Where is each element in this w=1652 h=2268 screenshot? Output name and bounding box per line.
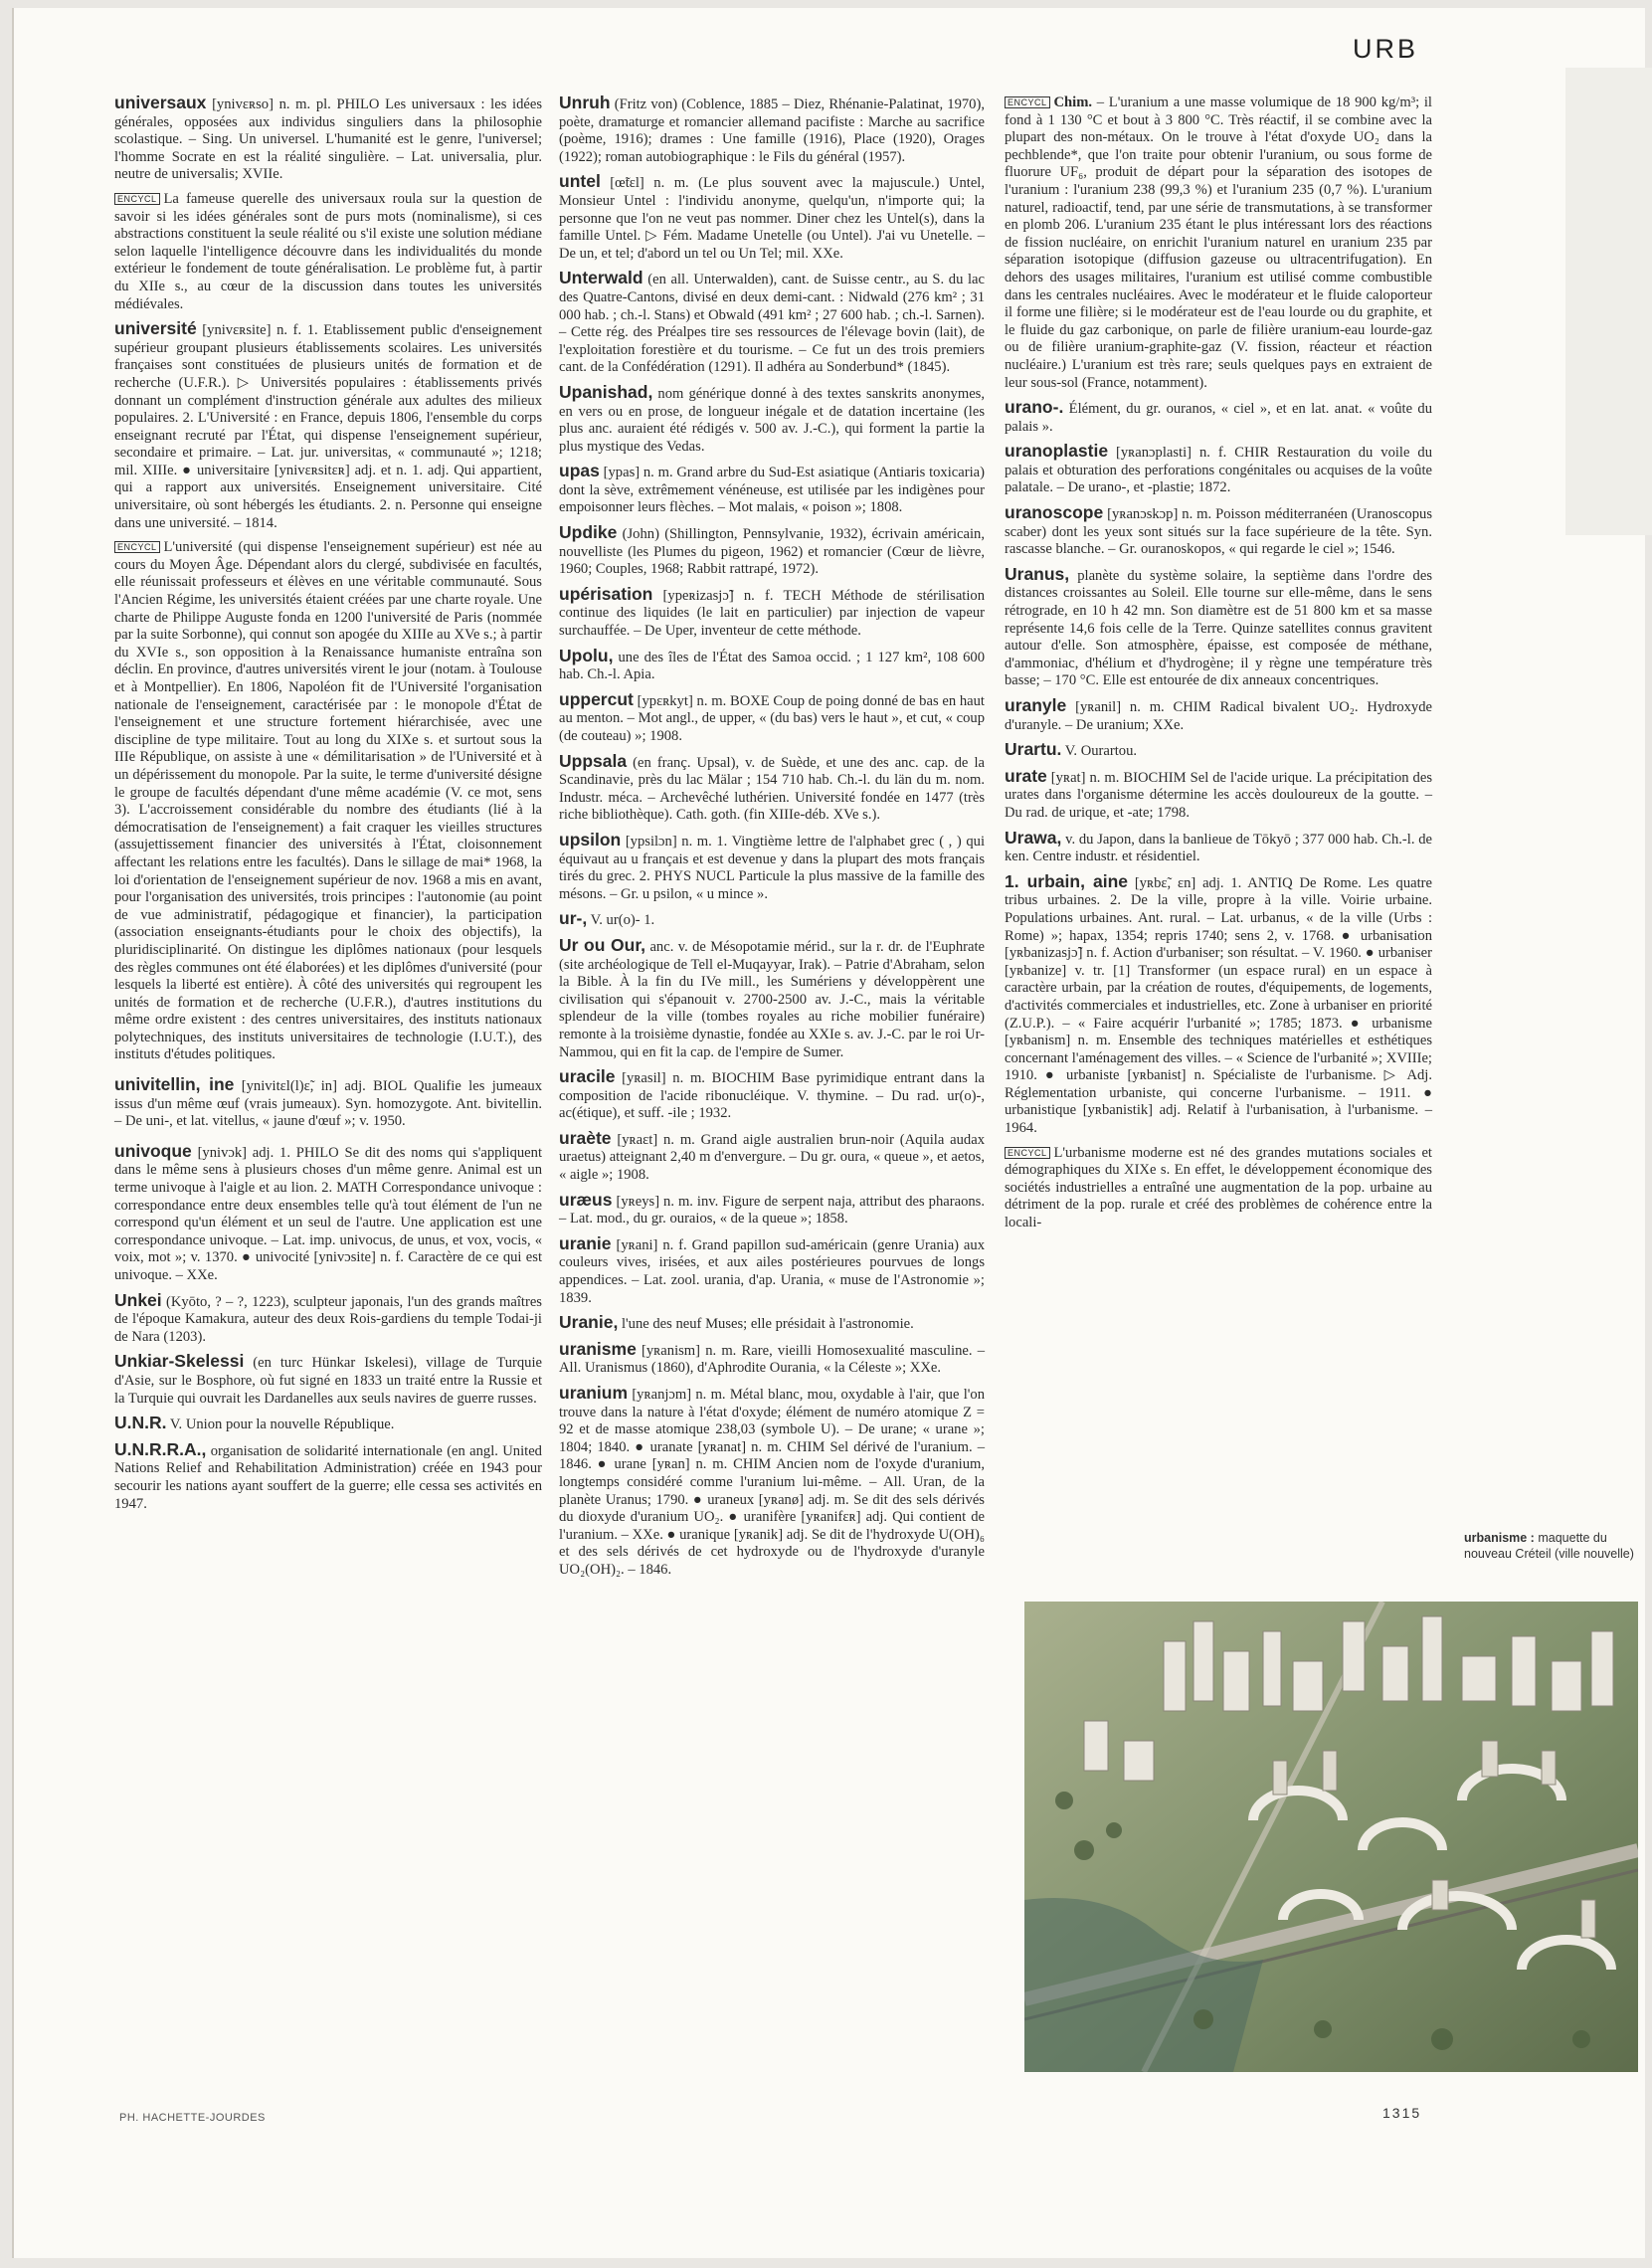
definition-text: Élément, du gr. ouranos, « ciel », et en lat. anat. « voûte du palais ». [1005, 401, 1432, 435]
dictionary-entry [114, 94, 542, 184]
dictionary-entry [114, 1415, 542, 1434]
definition-text: planète du système solaire, la septième dans l'ordre des distances croissantes au Soleil. Elle tourne sur elle-même, dans le sens rétrograde, en 10 h 42 mn. Son diamètre est de 51 800 km et sa masse représente 14,6 fois celle de la Terre. Quinze satellites connus gravitent autour d'elle. Son atmosphère, épaisse, est composée de méthane, d'ammoniac, d'hélium et d'hydrogène; il y règne une température très basse; – 170 °C. Elle est entourée de dix anneaux concentriques. [1005, 567, 1433, 689]
dictionary-entry [1005, 870, 1432, 1138]
definition-text: [yʀanism] n. m. Rare, vieilli Homosexualité masculine. – All. Uranismus (1860), d'Aphrodite Ourania, « la Céleste »; XXe. [559, 1342, 985, 1377]
definition-text: [yʀeys] n. m. inv. Figure de serpent naja, attribut des pharaons. – Lat. mod., du gr. ouraios, « de la queue »; 1858. [559, 1193, 985, 1228]
definition-text: [ynivitɛl(l)ɛ̃, in] adj. BIOL Qualifie les jumeaux issus d'un même œuf (vrais jumeaux). Syn. homozygote. Ant. bivitellin. – De uni-, et lat. vitellus, « jaune d'œuf »; v. 1950. [114, 1078, 542, 1130]
definition-text: La fameuse querelle des universaux roula sur la question de savoir si les idées générales sont de purs mots (nominalisme), si ces abstractions constituent la seule réalité ou s'il existe une solution médiane selon laquelle l'intelligence découvre dans les individualités du monde extérieur le fondement de toute généralisation. Le problème fut, à partir du XIIe s., au cœur de la discussion dans toutes les universités médiévales. [114, 190, 542, 312]
headword: Ur ou Our, [559, 934, 646, 955]
dictionary-entry [559, 829, 985, 903]
headword: Unkiar-Skelessi [114, 1351, 245, 1372]
headword: Upolu, [559, 645, 614, 665]
headword: uranyle [1005, 695, 1067, 715]
page-edge-strip [1565, 68, 1652, 535]
encyclopedic-note [1005, 1145, 1432, 1232]
encyclopedic-note [1005, 94, 1432, 392]
definition-text: [yʀanɔplasti] n. f. CHIR Restauration du voile du palais et obturation des perforations congénitales ou acquises de la voûte palatale. – De urano-, et -plastie; 1872. [1005, 445, 1432, 496]
definition-text: [ynivɛʀsite] n. f. 1. Etablissement public d'enseignement supérieur groupant plusieurs établissements scolaires. Les universités françaises sont constituées de plusieurs unités de formation et de recherche (U.F.R.). ▷ Universités populaires : établissements privés donnant un complément d'instruction générale aux adultes des milieux populaires. 2. L'Université : en France, depuis 1806, l'ensemble du corps enseignant recruté par l'État, qui dispense l'enseignement supérieur, secondaire et primaire. – Lat. jur. universitas, « communauté »; 1218; mil. XIIIe. ● universitaire [ynivɛʀsitɛʀ] adj. et n. 1. adj. Qui appartient, qui a rapport aux universités. Enseignement universitaire. Cité universitaire, où sont hébergés les étudiants. 2. n. Personne qui enseigne dans une université. – 1814. [114, 322, 542, 531]
dictionary-entry [559, 173, 985, 263]
dictionary-entry [114, 1076, 542, 1131]
definition-text: l'une des neuf Muses; elle présidait à l'astronomie. [621, 1316, 914, 1333]
definition-text: une des îles de l'État des Samoa occid. ; 1 127 km², 108 600 hab. Ch.-l. Apia. [559, 649, 985, 683]
definition-text: v. du Japon, dans la banlieue de Tōkyō ; 377 000 hab. Ch.-l. de ken. Centre industr. et résidentiel. [1005, 831, 1432, 865]
definition-text: [yʀanɔskɔp] n. m. Poisson méditerranéen (Uranoscopus scaber) dont les yeux sont situés sur la face supérieure de la tête. Syn. rascasse blanche. – Gr. ouranoskopos, « qui regarde le ciel »; 1546. [1005, 506, 1432, 558]
column-2 [559, 94, 985, 1587]
city-model-illustration [1024, 1602, 1638, 2072]
headword: upérisation [559, 583, 653, 604]
definition-text: [yʀani] n. f. Grand papillon sud-américain (genre Urania) aux couleurs vives, irisées, et aux ailes postérieures pourvues de longs appendices. – Lat. zool. urania, d'ap. Urania, « muse de l'Astronomie »; 1839. [559, 1236, 986, 1306]
dictionary-entry [1005, 443, 1432, 497]
running-head: URB [1353, 34, 1419, 64]
headword: Updike [559, 522, 618, 543]
dictionary-entry [559, 1068, 985, 1123]
headword: uranisme [559, 1338, 637, 1359]
definition-text: (John) (Shillington, Pennsylvanie, 1932), écrivain américain, nouvelliste (les Plumes du pigeon, 1962) et romancier (Cœur de lièvre, 1960; Couples, 1968; Rabbit rattrapé, 1972). [559, 526, 986, 578]
encyclopedic-note [114, 539, 542, 1064]
definition-text: [ypsilɔn] n. m. 1. Vingtième lettre de l'alphabet grec ( , ) qui équivaut au u français et est devenue y dans la plupart des mots français tirés du grec. 2. PHYS NUCL Particule la plus massive de la famille des mésons. – Gr. u psilon, « u mince ». [559, 833, 985, 902]
headword: Upanishad, [559, 381, 653, 402]
headword: U.N.R. [114, 1413, 167, 1433]
dictionary-entry [1005, 827, 1432, 866]
illustration-caption [1464, 1530, 1638, 1562]
column-3 [1005, 94, 1432, 1239]
headword: upsilon [559, 829, 622, 850]
photo-credit: PH. HACHETTE-JOURDES [119, 2112, 266, 2124]
definition-text: L'urbanisme moderne est né des grandes mutations sociales et démographiques du XIXe s. En effet, le développement économique des sociétés industrielles a entraîné une augmentation de la pop. urbaine au détriment de la pop. rurale et créé des problèmes de cohérence entre la locali- [1005, 1144, 1432, 1231]
definition-text: [yʀaɛt] n. m. Grand aigle australien brun-noir (Aquila audax uraetus) atteignant 2,40 m d'envergure. – Du gr. oura, « queue », et aetos, « aigle »; 1908. [559, 1131, 985, 1184]
dictionary-entry [559, 1314, 985, 1334]
encyclo-tag: ENCYCL [114, 193, 160, 205]
dictionary-entry [1005, 765, 1432, 823]
headword: université [114, 318, 197, 339]
definition-text: [yʀanjɔm] n. m. Métal blanc, mou, oxydable à l'air, que l'on trouve dans la nature à l'état d'oxyde; élément de numéro atomique Z = 92 et de masse atomique 238,03 (symbole U). – De urane; « urane »; 1804; 1840. ● uranate [yʀanat] n. m. CHIM Sel dérivé de l'uranium. – 1846. ● urane [yʀan] n. m. CHIM Ancien nom de l'oxyde d'uranium, longtemps considéré comme l'uranium lui-même. – All. Uran, de la planète Uranus; 1790. ● uraneux [yʀanø] adj. m. Se dit des sels dérivés du dioxyde d'uranium UO₂. ● uranifère [yʀanifɛʀ] adj. Qui contient de l'uranium. – XXe. ● uranique [yʀanik] adj. Se dit de l'hydroxyde U(OH)₆ et des sels dérivés de cet hydroxyde ou de l'hydroxyde d'uranyle UO₂(OH)₂. – 1846. [559, 1387, 985, 1578]
dictionary-entry [1005, 563, 1433, 690]
dictionary-entry [559, 645, 985, 684]
definition-text: (Fritz von) (Coblence, 1885 – Diez, Rhénanie-Palatinat, 1970), poète, dramaturge et romancier allemand pacifiste : Marche au sacrifice (poème, 1916); drames : Une famille (1916), Place (1920), Orages (1922); roman autobiographique : le Fils du général (1957). [559, 96, 985, 165]
dictionary-entry [559, 1127, 985, 1185]
dictionary-entry [559, 688, 985, 746]
urbanisme-model-photo [1024, 1602, 1638, 2072]
dictionary-entry [114, 1289, 542, 1347]
headword: univoque [114, 1140, 192, 1161]
definition-text: L'université (qui dispense l'enseignement supérieur) est née au cours du Moyen Âge. Dépendant alors du clergé, subdivisée en facultés, elle réunissait professeurs et élèves en une véritable communauté. Sous l'Ancien Régime, les universités étaient créées par une charte royale. Une charte de Philippe Auguste fonda en 1200 l'université de Paris (nommée par la suite Sorbonne), qui connut son apogée du XIIIe au XVe s.; à partir du XVIe s., son opposition à la Renaissance humaniste entraîna son déclin. En province, d'autres universités virent le jour (notam. à Toulouse et à Montpellier). En 1806, Napoléon fit de l'Université l'organisation nationale de l'enseignement, caractérisée par : le monopole d'État de l'enseignement et une structure fortement hiérarchisée, avec une discipline de type militaire. Tout au long du XIXe s. et surtout sous la IIIe République, on assiste à une « démilitarisation » de l'Université et à un dépérissement du monopole. Par la suite, le terme d'université désigne le groupe de facultés dépendant d'une même académie (V. ce mot, sens 3). L'accroissement considérable du nombre des étudiants (lié à la démocratisation de l'enseignement) a fait craquer les vieilles structures (assujettissement financier des universités à l'État, cloisonnement affectant les relations entre les facultés). Dans le sillage de mai* 1968, la loi d'orientation de l'enseignement supérieur de nov. 1968 a mis en avant, pour l'organisation des universités, trois principes : l'autonomie (au point de vue administratif, pédagogique et financier), la participation (association enseignants-étudiants pour le choix des objectifs), la pluridisciplinarité. On distingue les diplômes nationaux (pour lesquels des règles communes ont été élaborées) et les diplômes d'université (pour lesquels la liberté est entière). À côté des universités qui regroupent les unités de formation et de recherche (U.F.R.), d'autres institutions du même ordre existent : des centres universitaires, des instituts nationaux polytechniques, des instituts universitaires de technologie (I.U.T.), des instituts d'études politiques. [114, 539, 542, 1063]
definition-text: [yʀbɛ̃, ɛn] adj. 1. ANTIQ De Rome. Les quatre tribus urbaines. 2. De la ville, propre à la ville. Voirie urbaine. Populations urbaines. Ant. rural. – Lat. urbanus, « de la ville (Urbs : Rome) »; hapax, 1354; repris 1740; sens 2, v. 1768. ● urbanisation [yʀbanizasjɔ̃] n. f. Action d'urbaniser; son résultat. – V. 1960. ● urbaniser [yʀbanize] v. tr. [1] Transformer (un espace rural) en un espace à caractère urbain, par la création de routes, d'équipements, de logements, d'activités commerciales et industrielles, etc. Zone à urbaniser en priorité (Z.U.P.). – « Faire acquérir l'urbanité »; 1785; 1873. ● urbanisme [yʀbanism] n. m. Ensemble des techniques matérielles et esthétiques concernant l'aménagement des villes. – « Science de l'urbanité »; XVIIIe; 1910. ● urbaniste [yʀbanist] n. Spécialiste de l'urbanisme. ▷ Adj. Réglementation urbaniste, qui concerne l'urbanisme. – 1911. ● urbanistique [yʀbanistik] adj. Relatif à l'urbanisation, à l'urbanisme. – 1964. [1005, 874, 1432, 1137]
encyclopedic-note [114, 191, 542, 313]
definition-text: [yʀasil] n. m. BIOCHIM Base pyrimidique entrant dans la composition de l'acide ribonucléique. V. thymine. – Du rad. ur(o)-, ac(étique), et suff. -ile ; 1932. [559, 1070, 985, 1122]
dictionary-entry [1005, 741, 1432, 761]
definition-text: [yʀat] n. m. BIOCHIM Sel de l'acide urique. La précipitation des urates dans l'organisme détermine les accès douloureux de la goutte. – Du rad. de urique, et -ate; 1798. [1005, 769, 1432, 821]
definition-text: (Kyōto, ? – ?, 1223), sculpteur japonais, l'un des grands maîtres de l'époque Kamakura, auteur des deux Rois-gardiens du temple Todai-ji de Nara (1203). [114, 1293, 542, 1345]
definition-text: organisation de solidarité internationale (en angl. United Nations Relief and Rehabilitation Administration) créée en 1943 pour secourir les nations ayant souffert de la guerre; elle cessa ses activités en 1947. [114, 1442, 542, 1512]
dictionary-entry [559, 1232, 986, 1307]
definition-text: (en turc Hünkar Iskelesi), village de Turquie d'Asie, sur le Bosphore, où fut signé en 1833 un traité entre la Russie et la Turquie qui ouvrait les Dardanelles aux seuls navires de guerre russes. [114, 1355, 542, 1407]
dictionary-entry [114, 320, 542, 532]
definition-text: (en franç. Upsal), v. de Suède, et une des anc. cap. de la Scandinavie, près du lac Mälar ; 154 710 hab. Ch.-l. du län du m. nom. Industr. méca. – Archevêché luthérien. Université fondée en 1477 (très riche bibliothèque). Cath. goth. (fin XIIIe-déb. XVe s.). [559, 754, 985, 824]
headword: ur-, [559, 908, 588, 929]
dictionary-entry [559, 934, 985, 1061]
definition-text: – L'uranium a une masse volumique de 18 900 kg/m³; il fond à 1 130 °C et bout à 3 800 °C. Très réactif, il se combine avec la plupart des non-métaux. On le trouve à l'état d'oxyde UO₂ dans la pechblende*, que l'on traite pour obtenir l'uranium, ou sous forme de fluorure UF₆, produit de départ pour la séparation des isotopes de l'uranium : l'uranium 238 (99,3 %) et l'uranium 235 (0,7 %). L'uranium naturel, radioactif, tend, par une série de transmutations, à se transformer en plomb 206. L'uranium 235 étant le plus intéressant lors des réactions de fission nucléaire, on enrichit l'uranium naturel en uranium 235 par séparation isotopique (diffusion gazeuse ou ultracentrifugation). En dehors des usages militaires, l'uranium est utilisé comme combustible dans les centrales nucléaires. Avec le modérateur et le fluide caloporteur il forme une filière; si le modérateur est de l'eau lourde ou du graphite, et le fluide du gaz carbonique, on parle de filière uranium-eau lourde-gaz ou de filière uranium-graphite-gaz (V. fission, réacteur et réaction nucléaire.) L'uranium est très rare; seuls quelques pays en extraient de leur sous-sol (France, notamment). [1005, 94, 1432, 391]
headword: Unruh [559, 93, 611, 112]
definition-text: nom générique donné à des textes sanskrits anonymes, en vers ou en prose, de longueur inégale et de datation incertaine (les plus anc. auraient été rédigés v. 500 av. J.-C.), qui forment la partie la plus mystique des Vedas. [559, 385, 985, 455]
definition-text: V. ur(o)- 1. [590, 912, 655, 929]
definition-text: [ynivɛʀso] n. m. pl. PHILO Les universaux : les idées générales, opposées aux individus singuliers dans la philosophie scolastique. – Sing. Un universel. L'humanité est le genre, l'universel; l'homme Socrate en est la réalité singulière. – Lat. universalia, plur. neutre de universalis; XVIIe. [114, 96, 542, 183]
headword: Unkei [114, 1289, 162, 1310]
dictionary-entry [1005, 697, 1432, 734]
headword: uraète [559, 1127, 612, 1148]
definition-text: [ypɛʀkyt] n. m. BOXE Coup de poing donné de bas en haut au menton. – Mot angl., de upper, « (du bas) vers le haut », et cut, « coup (de couteau) »; 1908. [559, 692, 985, 744]
column-1 [114, 94, 542, 1520]
dictionary-entry [559, 463, 985, 517]
page-number: 1315 [1382, 2105, 1422, 2121]
caption-term: urbanisme : [1464, 1531, 1535, 1545]
definition-text: V. Union pour la nouvelle République. [169, 1417, 395, 1433]
definition-text: anc. v. de Mésopotamie mérid., sur la r. dr. de l'Euphrate (site archéologique de Tell el-Muqayyar, Irak). – Patrie d'Abraham, selon la Bible. À la fin du IVe mill., les Sumériens y développèrent une civilisation qui s'épanouit v. 2700-2500 av. J.-C., mais la véritable splendeur de la ville (tombes royales au riche mobilier funéraire) remonte à la troisième dynastie, fondée au XXIe s. av. J.-C. par le roi Ur-Nammou, qui en fit la cap. de l'empire de Sumer. [559, 938, 985, 1060]
headword: untel [559, 171, 601, 192]
headword: uranoscope [1005, 502, 1104, 523]
headword: U.N.R.R.A., [114, 1438, 207, 1459]
dictionary-entry [559, 1338, 985, 1378]
headword: uranie [559, 1232, 612, 1253]
dictionary-entry [559, 1385, 985, 1580]
dictionary-entry [114, 1353, 542, 1408]
dictionary-entry [559, 1189, 985, 1228]
dictionary-entry [1005, 399, 1432, 436]
headword: univitellin, ine [114, 1074, 235, 1095]
headword: Urartu. [1005, 739, 1062, 760]
headword: uppercut [559, 688, 634, 709]
definition-text: [yʀanil] n. m. CHIM Radical bivalent UO₂. Hydroxyde d'uranyle. – De uranium; XXe. [1005, 699, 1432, 733]
encyclo-tag: ENCYCL [1005, 96, 1050, 108]
headword: urate [1005, 765, 1047, 786]
dictionary-entry [559, 750, 985, 825]
headword: 1. urbain, aine [1005, 870, 1128, 891]
dictionary-entry [559, 94, 985, 166]
headword: Uranus, [1005, 563, 1070, 584]
dictionary-entry [114, 1140, 542, 1285]
headword: uræus [559, 1189, 613, 1210]
caption-text: maquette du nouveau Créteil (ville nouvelle) [1464, 1531, 1634, 1561]
dictionary-entry [559, 381, 985, 456]
note-lead: Chim. [1053, 94, 1093, 110]
headword: uracile [559, 1066, 616, 1087]
definition-text: [œ̃tɛl] n. m. (Le plus souvent avec la majuscule.) Untel, Monsieur Untel : l'individu anonyme, quelqu'un, n'importe qui; la personne que l'on ne veut pas nommer. Diner chez les Untel(s), dans la famille Untel. ▷ Fém. Madame Unetelle (ou Untel). J'ai vu Unetelle. – De un, et tel; d'abord un tel ou Un Tel; mil. XXe. [559, 175, 985, 262]
encyclo-tag: ENCYCL [1005, 1147, 1050, 1159]
dictionary-entry [114, 1438, 542, 1513]
headword: urano-. [1005, 397, 1064, 418]
headword: Unterwald [559, 268, 643, 288]
headword: uranoplastie [1005, 441, 1109, 462]
headword: Uppsala [559, 750, 628, 771]
encyclo-tag: ENCYCL [114, 541, 160, 553]
definition-text: V. Ourartou. [1064, 743, 1138, 760]
headword: Urawa, [1005, 827, 1062, 848]
dictionary-entry [1005, 504, 1432, 559]
headword: uranium [559, 1383, 629, 1403]
definition-text: [ypeʀizasjɔ̃] n. f. TECH Méthode de stérilisation continue des liquides (le lait en particulier) par injection de vapeur surchauffée. – De Uper, inventeur de cette méthode. [559, 587, 985, 640]
dictionary-entry [559, 910, 985, 930]
definition-text: (en all. Unterwalden), cant. de Suisse centr., au S. du lac des Quatre-Cantons, divisé en deux demi-cant. : Nidwald (276 km² ; 31 000 hab. ; ch.-l. Stans) et Obwald (491 km² ; 27 600 hab. ; ch.-l. Sarnen). – Cette rég. des Préalpes tire ses ressources de l'élevage bovin (lait), de l'exploitation forestière et du tourisme. – Ce fut un des trois premiers cant. de la Confédération (1291). Il adhéra au Sonderbund* (1845). [559, 272, 985, 376]
headword: universaux [114, 93, 207, 112]
dictionary-entry [559, 270, 985, 377]
headword: upas [559, 461, 600, 481]
headword: Uranie, [559, 1312, 619, 1333]
definition-text: [ypas] n. m. Grand arbre du Sud-Est asiatique (Antiaris toxicaria) dont la sève, extrêmement vénéneuse, est utilisée par les indigènes pour empoisonner leurs flèches. – Mot malais, « poison »; 1808. [559, 465, 985, 516]
dictionary-entry [559, 583, 985, 641]
dictionary-entry [559, 524, 985, 579]
definition-text: [ynivɔk] adj. 1. PHILO Se dit des noms qui s'appliquent dans le même sens à plusieurs choses d'un même genre. Animal est un terme univoque à l'aigle et au lion. 2. MATH Correspondance univoque : correspondance entre deux ensembles telle qu'à tout élément de l'un ne correspond qu'un élément et un seul de l'autre. Une application est une correspondance univoque. – Lat. imp. univocus, de unus, et vox, vocis, « voix, mot »; v. 1370. ● univocité [ynivɔsite] n. f. Caractère de ce qui est univoque. – XXe. [114, 1144, 542, 1283]
